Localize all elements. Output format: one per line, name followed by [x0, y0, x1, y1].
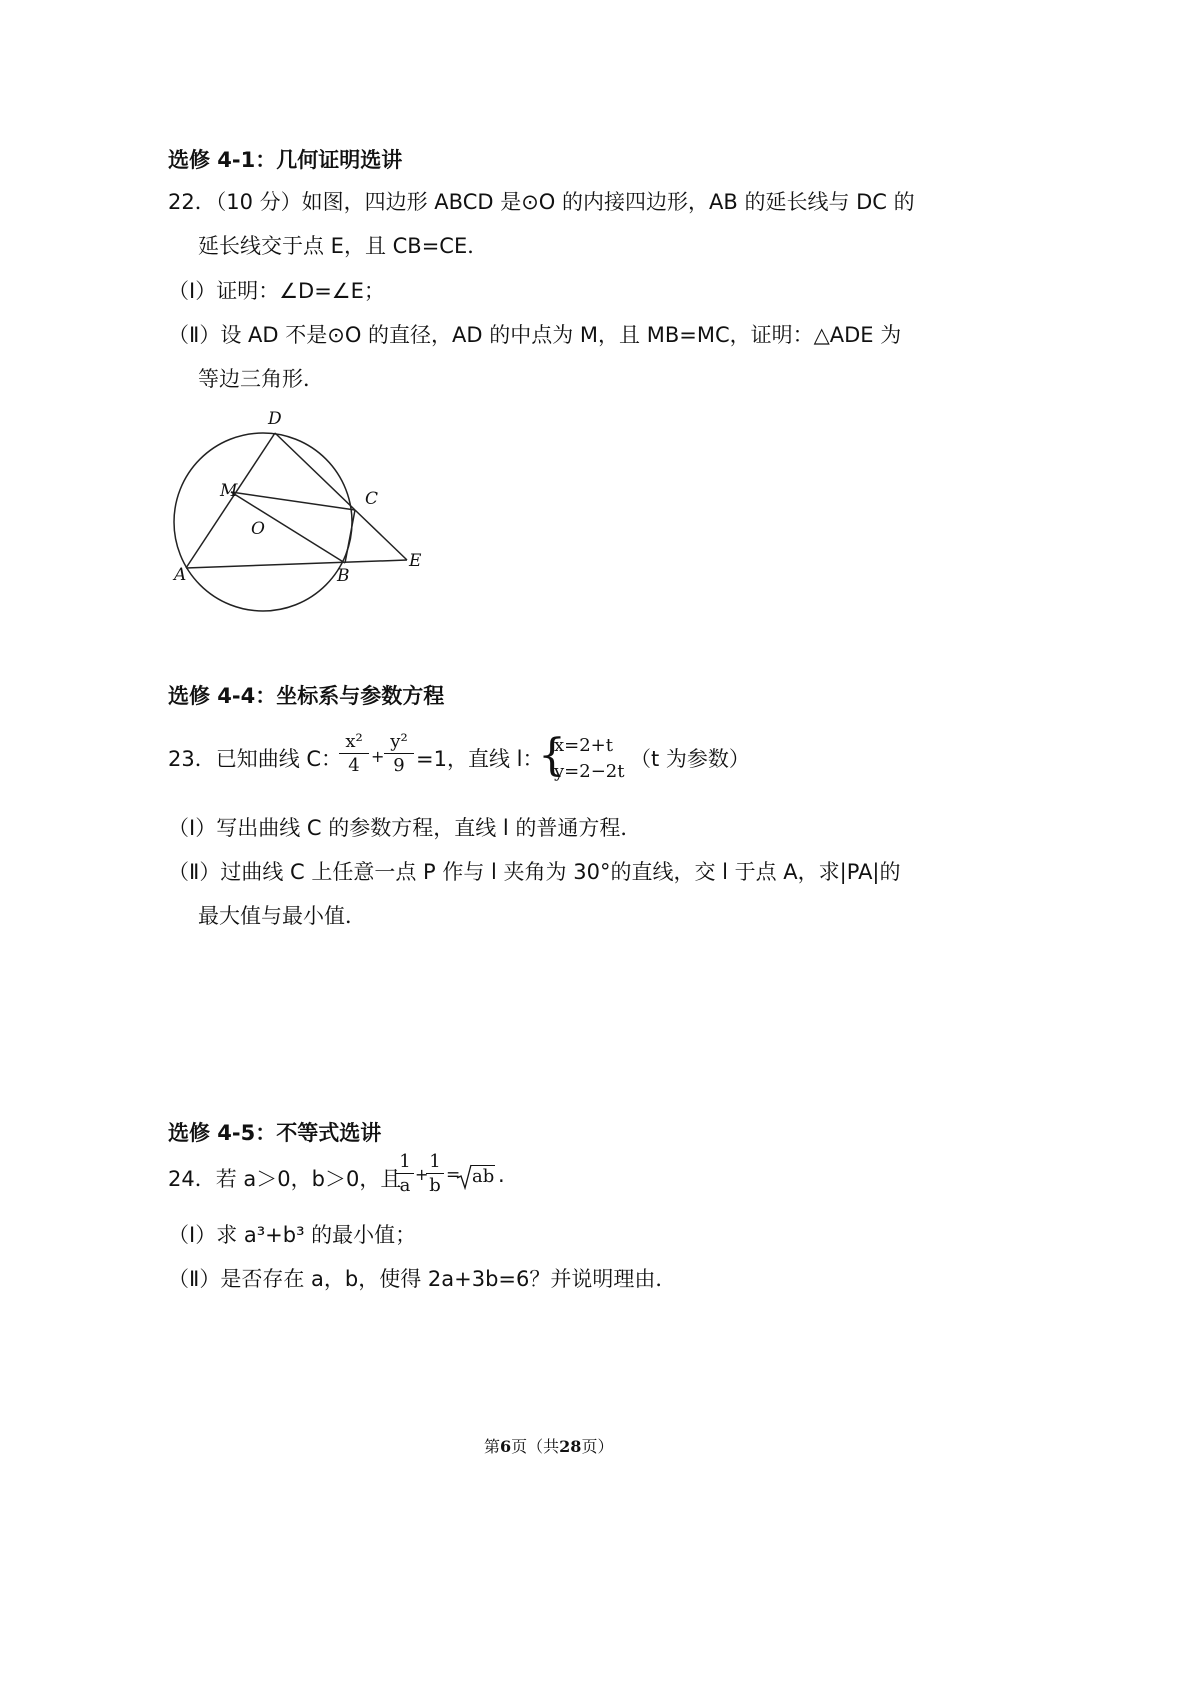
- segment-dc: [275, 433, 355, 510]
- fraction-y2-over-9: [384, 731, 414, 778]
- question-22-part1: （Ⅰ）证明：∠D=∠E；: [168, 279, 385, 303]
- fraction-denominator: 9: [384, 753, 414, 778]
- fraction-numerator: 1: [429, 1151, 441, 1172]
- geometry-figure: [165, 400, 445, 620]
- question-24-part2: （Ⅱ）是否存在 a，b，使得 2a+3b=6？并说明理由．: [168, 1267, 677, 1291]
- segment-ae: [186, 560, 407, 568]
- label-e: E: [409, 551, 422, 571]
- label-m: M: [220, 481, 238, 501]
- section-heading-4-5: 选修 4-5：不等式选讲: [168, 1121, 382, 1145]
- page-footer: [484, 1434, 613, 1457]
- label-b: B: [337, 566, 350, 586]
- plus-sign: +: [371, 747, 385, 766]
- question-22-line2: 延长线交于点 E，且 CB=CE．: [198, 234, 489, 258]
- fraction-denominator: b: [426, 1173, 444, 1198]
- section-heading-4-4: 选修 4-4：坐标系与参数方程: [168, 684, 445, 708]
- label-d: D: [268, 409, 282, 429]
- section-heading-4-1: 选修 4-1：几何证明选讲: [168, 148, 403, 172]
- question-22-part2-line1: （Ⅱ）设 AD 不是⊙O 的直径，AD 的中点为 M，且 MB=MC，证明：△ADE 为: [168, 323, 902, 347]
- question-22-line1: 22．（10 分）如图，四边形 ABCD 是⊙O 的内接四边形，AB 的延长线与 DC 的: [168, 190, 915, 214]
- fraction-numerator: x²: [345, 731, 363, 752]
- equals-sign: =: [446, 1165, 461, 1185]
- label-a: A: [174, 565, 187, 585]
- fraction-numerator: y²: [390, 731, 408, 752]
- fraction-1-over-a: [396, 1151, 414, 1198]
- fraction-numerator: 1: [399, 1151, 411, 1172]
- question-22-part2-line2: 等边三角形．: [198, 367, 324, 391]
- question-23-prefix: 23．已知曲线 C：: [168, 747, 343, 771]
- fraction-1-over-b: [426, 1151, 444, 1198]
- segment-ce: [355, 510, 407, 560]
- question-24-prefix: 24．若 a＞0，b＞0，且: [168, 1167, 402, 1191]
- question-23-suffix: （t 为参数）: [630, 747, 750, 771]
- fraction-x2-over-4: [339, 731, 369, 778]
- fraction-denominator: 4: [339, 753, 369, 778]
- system-line1: x=2+t: [554, 735, 614, 756]
- footer-suffix: 页）: [581, 1437, 614, 1456]
- question-24-part1: （Ⅰ）求 a³+b³ 的最小值；: [168, 1223, 417, 1247]
- segment-mc: [231, 492, 355, 510]
- footer-middle: 页（共: [511, 1437, 560, 1456]
- question-23-part2-line2: 最大值与最小值．: [198, 904, 366, 928]
- footer-total-pages: 28: [559, 1437, 582, 1456]
- segment-cb: [345, 510, 355, 563]
- question-23-equation: =1，直线 l：: [416, 747, 544, 771]
- question-23-part1: （Ⅰ）写出曲线 C 的参数方程，直线 l 的普通方程．: [168, 816, 642, 840]
- question-24-end: .: [498, 1163, 505, 1187]
- sqrt-argument: ab: [472, 1166, 495, 1187]
- label-c: C: [365, 489, 379, 509]
- sqrt-icon: [456, 1164, 472, 1190]
- segment-mb: [231, 492, 345, 563]
- label-o: O: [251, 519, 265, 539]
- left-brace: {: [538, 730, 566, 781]
- footer-page-number: 6: [500, 1437, 512, 1456]
- system-line2: y=2−2t: [554, 761, 625, 782]
- footer-prefix: 第: [484, 1437, 501, 1456]
- fraction-denominator: a: [396, 1173, 414, 1198]
- plus-sign: +: [415, 1165, 429, 1184]
- line-system: [554, 733, 624, 785]
- question-23-part2-line1: （Ⅱ）过曲线 C 上任意一点 P 作与 l 夹角为 30°的直线，交 l 于点 A，求|PA|的: [168, 860, 901, 884]
